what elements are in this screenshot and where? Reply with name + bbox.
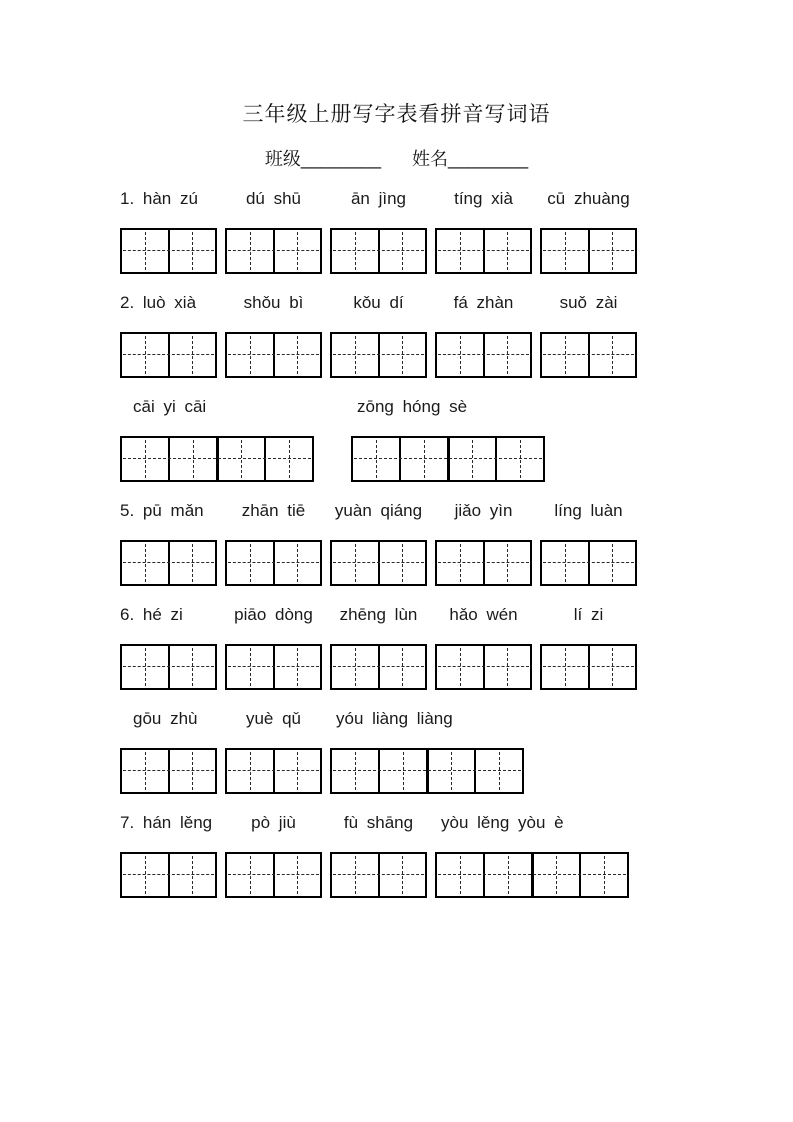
worksheet-row-3 [120, 397, 640, 482]
grid-cell [437, 334, 485, 376]
grid-cell [170, 334, 216, 376]
writing-grid-group [540, 332, 637, 378]
grid-cell [485, 334, 531, 376]
grid-cell [332, 854, 380, 896]
grid-cell [275, 230, 321, 272]
writing-grid-group [225, 332, 322, 378]
worksheet-row-1 [120, 189, 640, 274]
worksheet-row-2 [120, 293, 640, 378]
writing-grid-group [351, 436, 545, 482]
grid-cell [332, 750, 380, 792]
grid-cell [227, 542, 275, 584]
pinyin-line [120, 397, 640, 417]
grid-cell [227, 854, 275, 896]
grid-cell [401, 438, 450, 480]
worksheet-row-5 [120, 605, 640, 690]
grid-cell [122, 542, 170, 584]
writing-grid-group [330, 540, 427, 586]
grid-cell [590, 230, 636, 272]
grid-cell [590, 542, 636, 584]
pinyin-line [120, 293, 640, 313]
grid-cell [380, 542, 426, 584]
pinyin-line [120, 189, 640, 209]
class-name-line [0, 148, 793, 170]
grid-cell [380, 646, 426, 688]
grid-cell [122, 230, 170, 272]
pinyin-word-group: shǒu bì [243, 293, 304, 312]
grid-cell [219, 438, 267, 480]
grid-cell [429, 750, 477, 792]
grid-cell [590, 646, 636, 688]
pinyin-word-group: kǒu dí [353, 293, 404, 312]
grid-cell [534, 854, 582, 896]
writing-grid-group [120, 540, 217, 586]
grid-cell [380, 750, 429, 792]
pinyin-word-group: yóu liàng liàng [336, 709, 453, 728]
grid-line [120, 332, 640, 378]
grid-cell [332, 542, 380, 584]
writing-grid-group [330, 228, 427, 274]
writing-grid-group [435, 644, 532, 690]
grid-cell [266, 438, 312, 480]
pinyin-word-group: 5. pū mǎn [120, 501, 204, 520]
writing-grid-group [435, 332, 532, 378]
pinyin-line [120, 709, 640, 729]
pinyin-word-group: hǎo wén [449, 605, 518, 624]
grid-cell [437, 854, 485, 896]
pinyin-word-group: fá zhàn [453, 293, 514, 312]
writing-grid-group [435, 852, 629, 898]
grid-line [120, 852, 640, 898]
pinyin-word-group: yòu lěng yòu è [441, 813, 564, 832]
pinyin-word-group: zōng hóng sè [357, 397, 468, 416]
grid-cell [485, 646, 531, 688]
worksheet-row-4 [120, 501, 640, 586]
writing-grid-group [225, 228, 322, 274]
pinyin-word-group: 7. hán lěng [120, 813, 213, 832]
grid-cell [275, 646, 321, 688]
writing-grid-group [225, 748, 322, 794]
grid-cell [581, 854, 627, 896]
pinyin-word-group: yuàn qiáng [334, 501, 423, 520]
pinyin-word-group: dú shū [245, 189, 302, 208]
writing-grid-group [330, 748, 524, 794]
pinyin-word-group: tíng xià [454, 189, 513, 208]
grid-cell [170, 230, 216, 272]
pinyin-word-group: gōu zhù [133, 709, 198, 728]
pinyin-word-group: 1. hàn zú [120, 189, 198, 208]
grid-cell [437, 646, 485, 688]
grid-cell [275, 750, 321, 792]
grid-cell [332, 334, 380, 376]
pinyin-word-group: piāo dòng [234, 605, 313, 624]
writing-grid-group [120, 436, 314, 482]
grid-line [120, 748, 640, 794]
writing-grid-group [330, 644, 427, 690]
pinyin-word-group: cū zhuàng [547, 189, 630, 208]
pinyin-word-group: 2. luò xià [120, 293, 197, 312]
grid-cell [332, 230, 380, 272]
grid-cell [476, 750, 522, 792]
pinyin-line [120, 813, 640, 833]
grid-cell [122, 750, 170, 792]
writing-grid-group [225, 852, 322, 898]
grid-cell [332, 646, 380, 688]
writing-grid-group [120, 644, 217, 690]
pinyin-word-group: zhēng lùn [339, 605, 418, 624]
grid-cell [542, 334, 590, 376]
writing-grid-group [120, 852, 217, 898]
pinyin-word-group: cāi yi cāi [133, 397, 207, 416]
pinyin-word-group: suǒ zài [559, 293, 618, 312]
grid-cell [497, 438, 543, 480]
worksheet-row-7 [120, 813, 640, 898]
grid-line [120, 228, 640, 274]
writing-grid-group [225, 540, 322, 586]
grid-cell [170, 750, 216, 792]
grid-cell [227, 334, 275, 376]
grid-cell [170, 646, 216, 688]
grid-cell [353, 438, 401, 480]
pinyin-word-group: lí zi [573, 605, 604, 624]
grid-cell [122, 854, 170, 896]
pinyin-word-group: ān jìng [350, 189, 407, 208]
pinyin-word-group: pò jiù [251, 813, 296, 832]
pinyin-word-group: 6. hé zi [120, 605, 183, 624]
grid-cell [227, 750, 275, 792]
grid-cell [542, 646, 590, 688]
class-field: 班级________ [264, 149, 381, 169]
page-title: 三年级上册写字表看拼音写词语 [242, 103, 551, 126]
writing-grid-group [435, 540, 532, 586]
grid-cell [542, 542, 590, 584]
name-field: 姓名________ [412, 149, 529, 169]
grid-cell [437, 230, 485, 272]
grid-cell [380, 854, 426, 896]
pinyin-word-group: zhān tiē [241, 501, 306, 520]
writing-grid-group [225, 644, 322, 690]
writing-grid-group [120, 332, 217, 378]
grid-line [120, 540, 640, 586]
grid-cell [450, 438, 498, 480]
pinyin-word-group: yuè qǔ [245, 709, 302, 728]
grid-cell [485, 230, 531, 272]
grid-cell [227, 230, 275, 272]
grid-cell [275, 542, 321, 584]
writing-grid-group [435, 228, 532, 274]
rows-container [120, 189, 640, 898]
grid-cell [170, 438, 219, 480]
grid-cell [437, 542, 485, 584]
writing-grid-group [120, 228, 217, 274]
pinyin-word-group: líng luàn [554, 501, 623, 520]
grid-cell [170, 542, 216, 584]
writing-grid-group [540, 540, 637, 586]
grid-cell [275, 334, 321, 376]
grid-cell [542, 230, 590, 272]
writing-grid-group [120, 748, 217, 794]
grid-line [120, 644, 640, 690]
grid-cell [485, 542, 531, 584]
grid-cell [485, 854, 534, 896]
grid-cell [122, 438, 170, 480]
pinyin-word-group: fù shāng [343, 813, 414, 832]
grid-cell [227, 646, 275, 688]
grid-cell [170, 854, 216, 896]
worksheet-row-6 [120, 709, 640, 794]
pinyin-line [120, 501, 640, 521]
grid-cell [275, 854, 321, 896]
grid-cell [122, 646, 170, 688]
pinyin-line [120, 605, 640, 625]
grid-cell [590, 334, 636, 376]
writing-grid-group [330, 332, 427, 378]
grid-cell [380, 230, 426, 272]
grid-cell [122, 334, 170, 376]
writing-grid-group [330, 852, 427, 898]
writing-grid-group [540, 228, 637, 274]
grid-line [120, 436, 640, 482]
grid-cell [380, 334, 426, 376]
pinyin-word-group: jiǎo yìn [454, 501, 513, 520]
writing-grid-group [540, 644, 637, 690]
